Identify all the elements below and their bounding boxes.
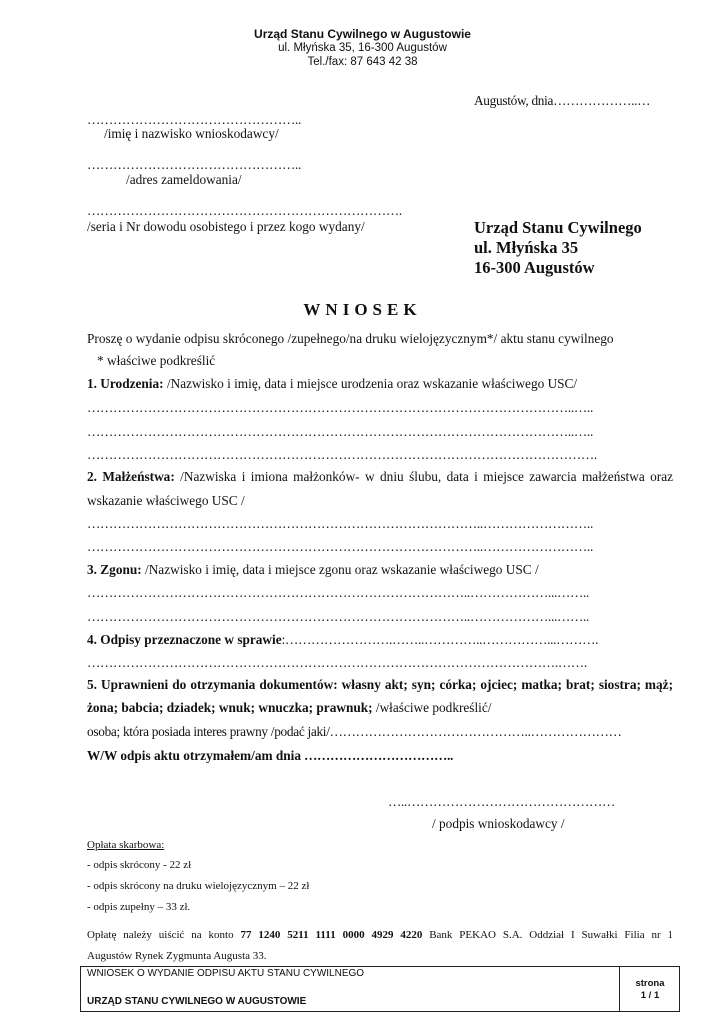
applicant-name-dots: ………………………………………….. [87,112,301,127]
entitled-line3: osoba; która posiada interes prawny /podać jaki/………………………………………..………………… [87,724,622,739]
purpose-dots-2: ……………………………………………………………………………………………….……. [87,655,587,670]
purpose-heading [87,632,598,648]
applicant-id-label: /seria i Nr dowodu osobistego i przez kogo wydany/ [87,219,365,234]
payment-prefix: Opłatę należy uiścić na konto [87,929,241,941]
received-label: W/W odpis aktu otrzymałem/am dnia [87,748,301,763]
purpose-dots-1: :…………………….……..…………..……………...………. [281,632,599,647]
recipient-line2: ul. Młyńska 35 [474,238,579,257]
recipient-line1: Urząd Stanu Cywilnego [474,218,642,237]
received-line [87,748,453,764]
applicant-address-dots: ………………………………………….. [87,157,301,172]
entitled-line2 [87,700,491,716]
fee-item: - odpis skrócony na druku wielojęzycznym – 22 zł [87,880,310,892]
entitled-line1: 5. Uprawnieni do otrzymania dokumentów: własny akt; syn; córka; ojciec; matka; brat; siostra; mąż; [87,677,673,692]
page-title: WNIOSEK [303,300,422,319]
birth-text: /Nazwisko i imię, data i miejsce urodzenia oraz wskazanie właściwego USC/ [163,376,578,391]
footer-page-label: strona [635,978,665,989]
signature-label: / podpis wnioskodawcy / [432,816,565,831]
fee-item: - odpis zupełny – 33 zł. [87,901,191,913]
received-dots: …………………………….. [301,748,454,763]
marriage-text-b: wskazanie właściwego USC / [87,493,245,508]
fees-heading: Opłata skarbowa: [87,839,165,851]
applicant-id-dots: ………………………………………………………………. [87,203,402,218]
fee-item: - odpis skrócony - 22 zł [87,859,192,871]
marriage-label: 2. Małżeństwa: [87,469,175,484]
intro-text: Proszę o wydanie odpisu skróconego /zupełnego/na druku wielojęzycznym*/ aktu stanu cywilnego [87,331,614,346]
applicant-address-label: /adres zameldowania/ [126,172,242,187]
payment-suffix: Bank PEKAO S.A. Oddział I Suwałki Filia nr 1 [422,929,674,941]
payment-line2: Augustów Rynek Zygmunta Augusta 33. [87,950,267,962]
birth-heading [87,376,577,392]
marriage-text-a: /Nazwiska i imiona małżonków- w dniu ślubu, data i miejsce zawarcia małżeństwa oraz [174,469,674,484]
recipient-line3: 16-300 Augustów [474,258,595,277]
marriage-dots-2: ………………………………………………………………………………..…………………….. [87,539,593,554]
death-dots-2: ……………………………………………………………………………..………………...…….. [87,609,590,624]
date-line: Augustów, dnia………………..… [474,93,651,108]
marriage-dots-1: ………………………………………………………………………………..…………………….. [87,516,593,531]
applicant-name-label: /imię i nazwisko wnioskodawcy/ [104,126,279,141]
office-phone: Tel./fax: 87 643 42 38 [307,56,418,68]
death-dots-1: ……………………………………………………………………………..………………...…….. [87,585,590,600]
footer-office: URZĄD STANU CYWILNEGO W AUGUSTOWIE [87,996,307,1007]
footer-page-value: 1 / 1 [640,990,660,1001]
death-heading [87,562,539,578]
purpose-label: 4. Odpisy przeznaczone w sprawie [87,632,282,647]
death-text: /Nazwisko i imię, data i miejsce zgonu oraz wskazanie właściwego USC / [141,562,539,577]
signature-dots: …..………………………………………… [388,794,615,809]
birth-dots-3: ………………………………………………………………………………………………………. [87,447,597,462]
birth-label: 1. Urodzenia: [87,376,164,391]
death-label: 3. Zgonu: [87,562,142,577]
birth-dots-2: …………………………………………………………………………………………………..….. [87,424,593,439]
footnote: * właściwe podkreślić [97,353,216,368]
bank-account: 77 1240 5211 1111 0000 4929 4220 [240,929,423,941]
office-name: Urząd Stanu Cywilnego w Augustowie [254,27,471,41]
payment-line1 [87,929,673,941]
marriage-heading [87,469,673,485]
entitled-line2-bold: żona; babcia; dziadek; wnuk; wnuczka; prawnuk; [87,700,373,715]
footer-doc-title: WNIOSEK O WYDANIE ODPISU AKTU STANU CYWILNEGO [87,968,365,979]
footer-box [80,966,680,1012]
footer-divider [619,967,620,1011]
entitled-line2-rest: /właściwe podkreślić/ [372,700,492,715]
birth-dots-1: …………………………………………………………………………………………………..….. [87,400,593,415]
office-street: ul. Młyńska 35, 16-300 Augustów [278,42,447,54]
